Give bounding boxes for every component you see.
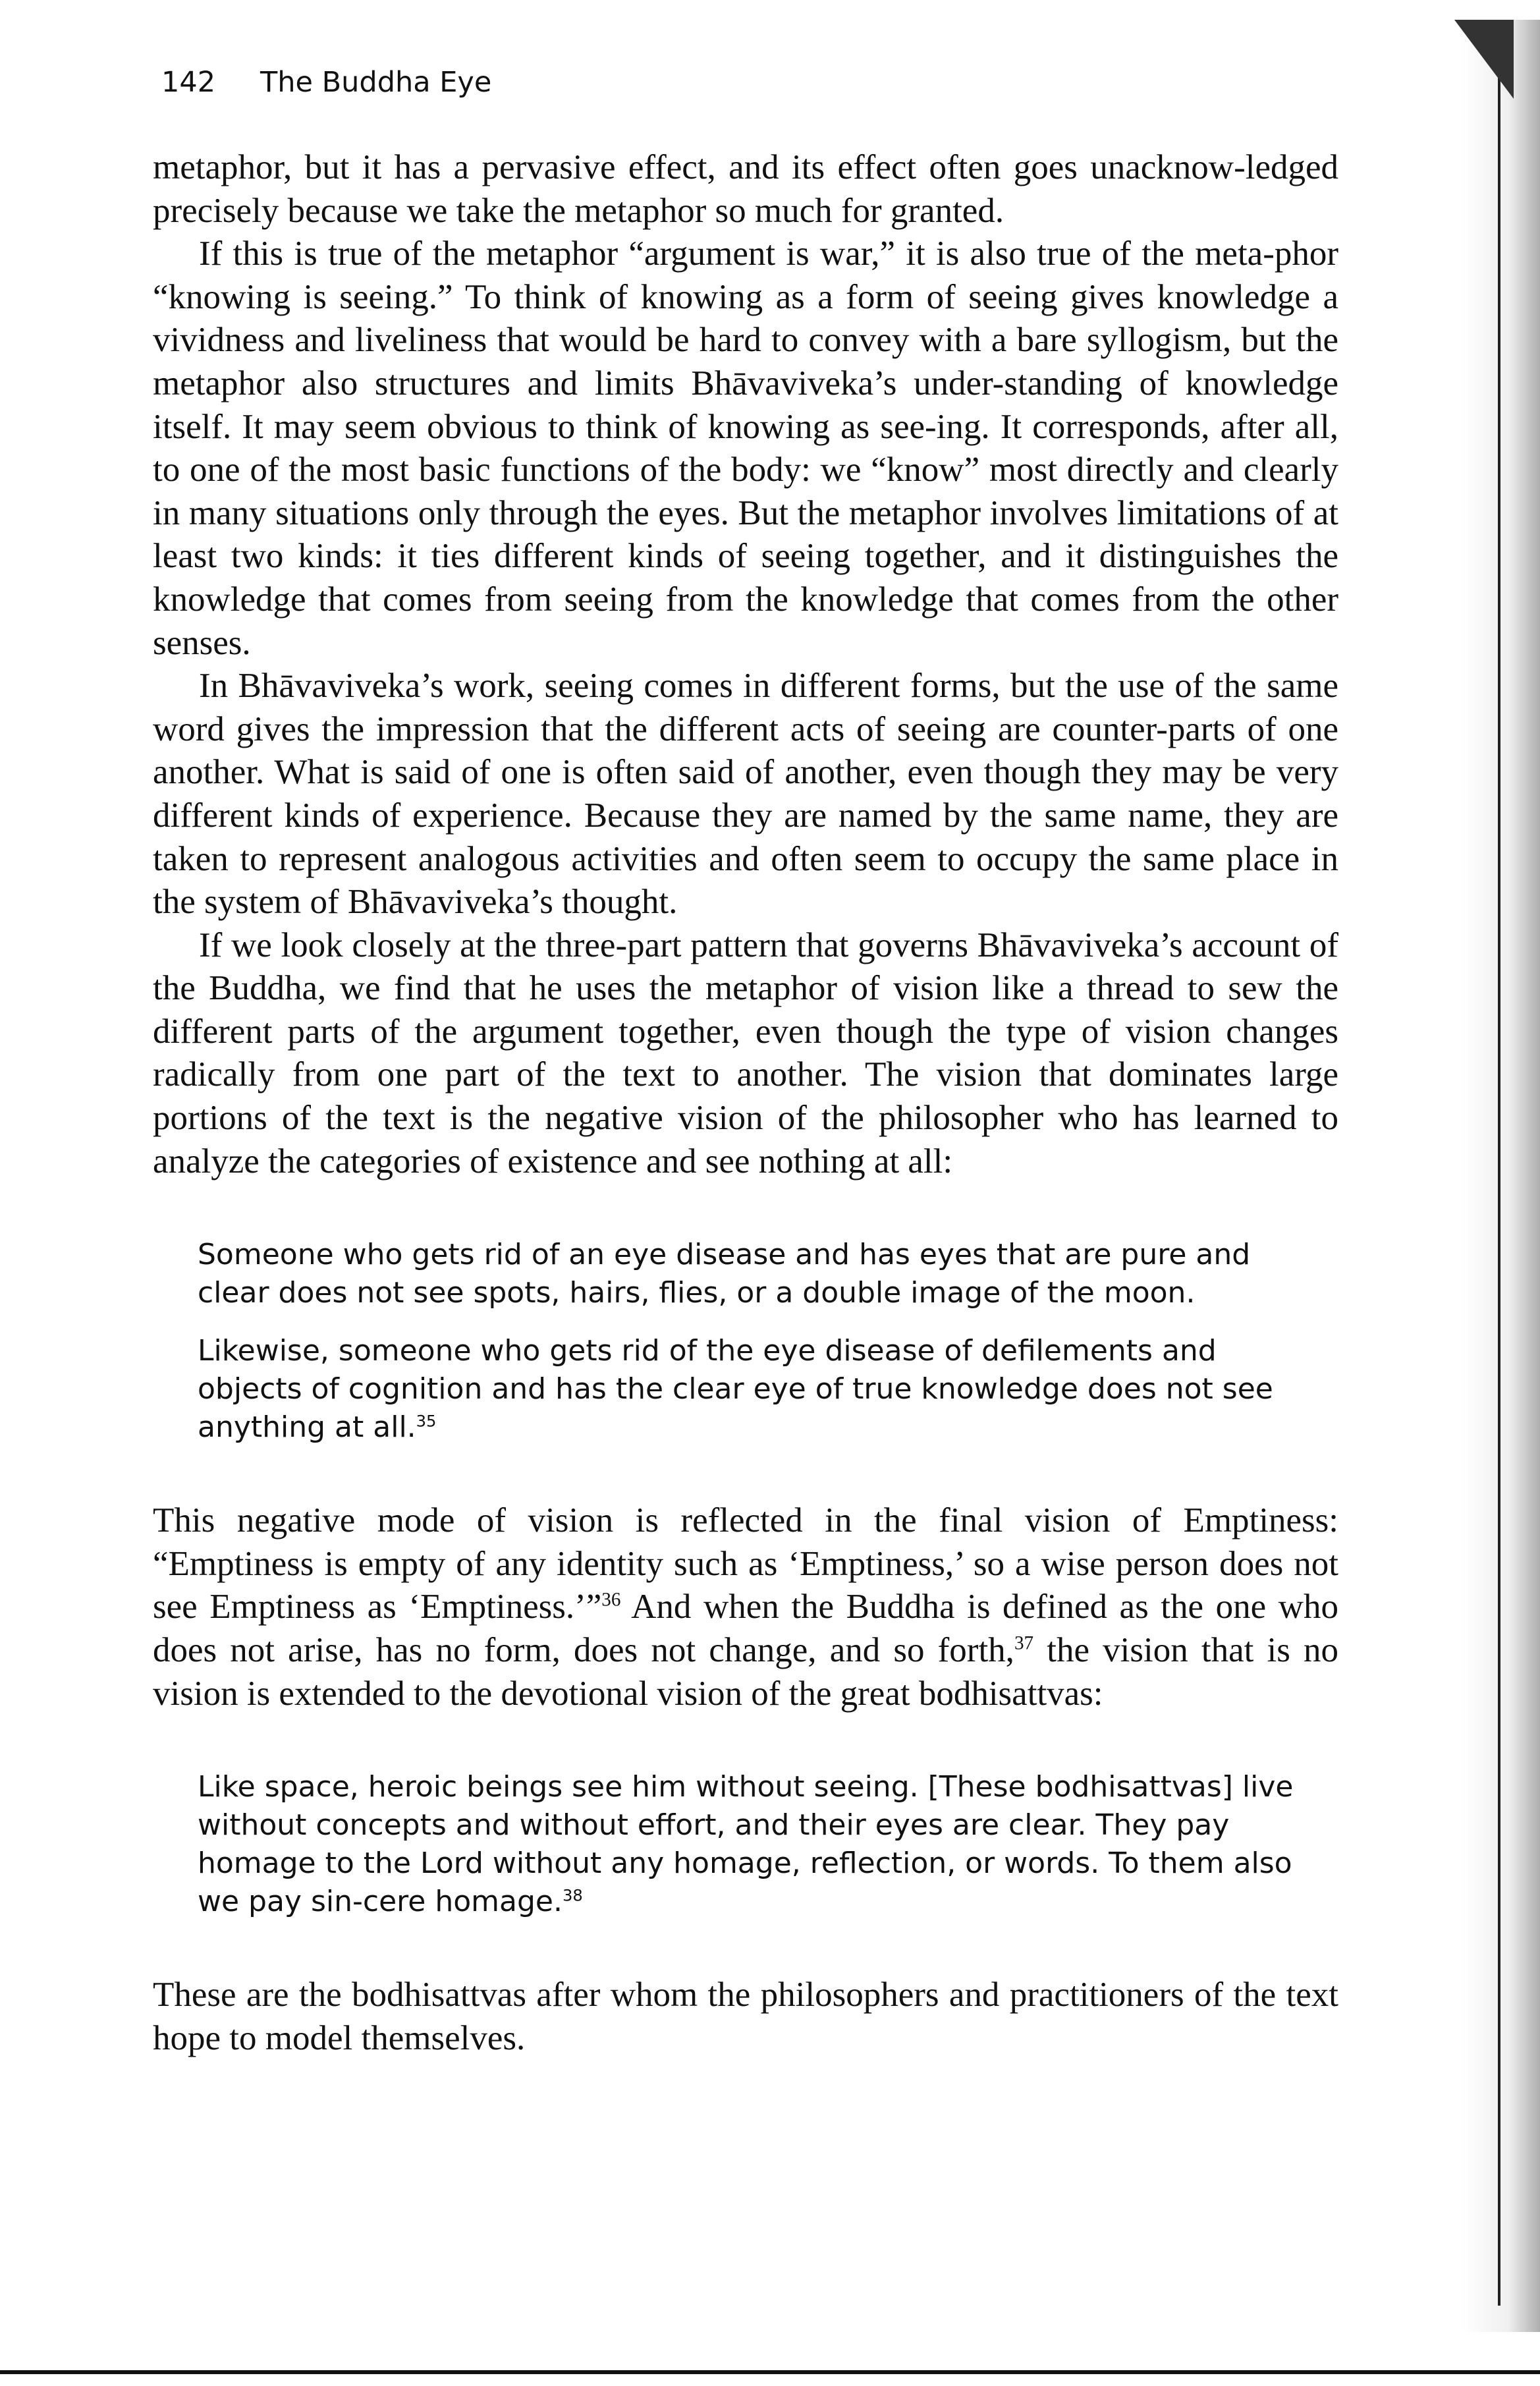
scan-corner-artifact — [1454, 20, 1514, 99]
paragraph-1: metaphor, but it has a pervasive effect, and its effect often goes unacknow-ledged precisely because we take the metaphor so much for granted. — [153, 148, 1338, 230]
page-number: 142 — [161, 66, 216, 99]
paragraph-5-part-c: the vision that is no vision is extended to the devotional vision of the great bodhisattvas: — [153, 1631, 1339, 1713]
scan-edge-shadow — [1461, 20, 1540, 2332]
paragraph-4: If we look closely at the three-part pattern that governs Bhāvaviveka’s account of the Buddha, we find that he uses the metaphor of vision like a thread to sew the different parts of the argument together, even though the type of vision changes radically from one part of the text to another. The vision that dominates large portions of the text is the negative vision of the philosopher who has learned to analyze the categories of existence and see nothing at all: — [153, 926, 1338, 1180]
footnote-ref-37: 37 — [1014, 1632, 1034, 1654]
scan-binding-edge — [1498, 53, 1500, 2306]
paragraph-5 — [153, 1499, 1338, 1715]
block-quote-2-line — [198, 1768, 1311, 1921]
block-quote-1-line-b — [198, 1332, 1311, 1447]
block-quote-1-text: Likewise, someone who gets rid of the eye disease of defilements and objects of cognition and has the clear eye of true knowledge does not see anything at all. — [198, 1334, 1273, 1445]
body-text — [153, 146, 1338, 2060]
paragraph-5-part-b: And when the Buddha is defined as the one who does not arise, has no form, does not change, and so forth, — [153, 1588, 1338, 1670]
block-quote-1-line-a: Someone who gets rid of an eye disease and has eyes that are pure and clear does not see spots, hairs, flies, or a double image of the moon. — [198, 1238, 1251, 1310]
paragraph-6: These are the bodhisattvas after whom the philosophers and practitioners of the text hope to model themselves. — [153, 1976, 1338, 2057]
paragraph-5-part-a: This negative mode of vision is reflected in the final vision of Emptiness: “Emptiness is empty of any identity such as ‘Emptiness,’ so a wise person does not see Emptiness as ‘Emptiness.’” — [153, 1501, 1338, 1626]
paragraph-2: If this is true of the metaphor “argument is war,” it is also true of the meta-phor “knowing is seeing.” To think of knowing as a form of seeing gives knowledge a vividness and liveliness that would be hard to convey with a bare syllogism, but the metaphor also structures and limits Bhāvaviveka’s under-standing of knowledge itself. It may seem obvious to think of knowing as see-ing. It corresponds, after all, to one of the most basic functions of the body: we “know” most directly and clearly in many situations only through the eyes. But the metaphor involves limitations of at least two kinds: it ties different kinds of seeing together, and it distinguishes the knowledge that comes from seeing from the knowledge that comes from the other senses. — [153, 235, 1338, 662]
footnote-ref-36: 36 — [601, 1589, 621, 1611]
footnote-ref-38: 38 — [562, 1886, 583, 1905]
block-quote-1 — [198, 1236, 1311, 1447]
scan-bottom-edge — [0, 2370, 1540, 2374]
block-quote-2 — [198, 1768, 1311, 1921]
block-quote-2-text: Like space, heroic beings see him without seeing. [These bodhisattvas] live without concepts and without effort, and their eyes are clear. They pay homage to the Lord without any homage, reflection, or words. To them also we pay sin-cere homage. — [198, 1770, 1294, 1919]
footnote-ref-35: 35 — [416, 1412, 437, 1431]
running-header — [161, 66, 491, 99]
running-title: The Buddha Eye — [260, 66, 492, 99]
paragraph-3: In Bhāvaviveka’s work, seeing comes in different forms, but the use of the same word gives the impression that the different acts of seeing are counter-parts of one another. What is said of one is often said of another, even though they may be very different kinds of experience. Because they are named by the same name, they are taken to represent analogous activities and often seem to occupy the same place in the system of Bhāvaviveka’s thought. — [153, 667, 1338, 922]
